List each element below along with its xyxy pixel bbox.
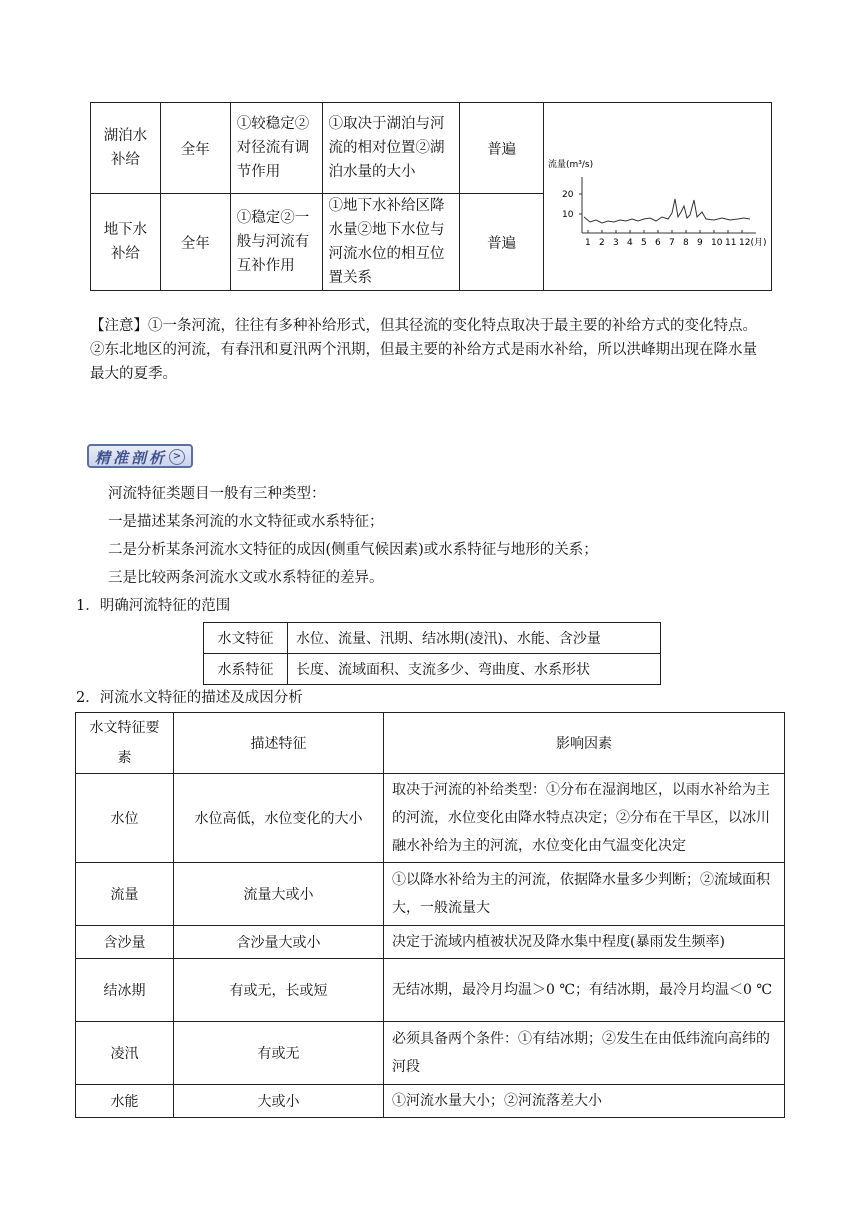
supply-type-cell: 湖泊水补给 bbox=[103, 128, 148, 168]
hydro-table bbox=[75, 712, 785, 1118]
element-cell: 结冰期 bbox=[76, 959, 174, 1022]
x-tick-label: 1 bbox=[584, 237, 591, 248]
note-line-1: 【注意】①一条河流，往往有多种补给形式，但其径流的变化特点取决于最主要的补给方式的变化特点。 bbox=[90, 318, 757, 334]
section-title-2: 2．河流水文特征的描述及成因分析 bbox=[76, 690, 303, 706]
x-tick-label: 10 bbox=[710, 237, 723, 248]
x-tick-label: 3 bbox=[612, 237, 619, 248]
x-tick-label: 11 bbox=[724, 237, 737, 248]
badge-label: 精准剖析 bbox=[95, 449, 168, 467]
table-row bbox=[76, 1085, 785, 1118]
x-tick-label: 7 bbox=[668, 237, 675, 248]
factors-cell: ①以降水补给为主的河流，依据降水量多少判断；②流域面积大，一般流量大 bbox=[384, 863, 785, 926]
factors-cell: 必须具备两个条件：①有结冰期；②发生在由低纬流向高纬的河段 bbox=[384, 1022, 785, 1085]
x-tick-label: 12(月) bbox=[738, 237, 767, 248]
element-cell: 水能 bbox=[76, 1085, 174, 1118]
intro-line-2: 一是描述某条河流的水文特征或水系特征； bbox=[108, 514, 384, 530]
y-tick-10: 10 bbox=[561, 209, 574, 220]
intro-line-3: 二是分析某条河流水文特征的成因(侧重气候因素)或水系特征与地形的关系； bbox=[108, 542, 598, 558]
supply-region-cell: 普遍 bbox=[460, 103, 544, 194]
description-cell: 有或无 bbox=[174, 1022, 384, 1085]
x-tick-label: 6 bbox=[654, 237, 661, 248]
intro-line-4: 三是比较两条河流水文或水系特征的差异。 bbox=[108, 570, 384, 586]
scope-key: 水系特征 bbox=[204, 654, 288, 685]
description-cell: 有或无，长或短 bbox=[174, 959, 384, 1022]
x-tick-label: 2 bbox=[598, 237, 605, 248]
scope-value: 长度、流域面积、支流多少、弯曲度、水系形状 bbox=[288, 654, 661, 685]
supply-region-cell: 普遍 bbox=[460, 194, 544, 291]
supply-traits-cell: ①较稳定②对径流有调节作用 bbox=[236, 116, 310, 180]
factors-cell: ①河流水量大小；②河流落差大小 bbox=[384, 1085, 785, 1118]
supply-table bbox=[90, 102, 772, 291]
arrow-circle-icon: > bbox=[169, 449, 185, 465]
header-element: 水文特征要素 bbox=[76, 713, 174, 774]
x-tick-label: 8 bbox=[682, 237, 689, 248]
header-description: 描述特征 bbox=[174, 713, 384, 774]
x-tick-label: 4 bbox=[626, 237, 633, 248]
description-cell: 水位高低，水位变化的大小 bbox=[174, 774, 384, 863]
flow-chart-cell bbox=[543, 103, 771, 291]
header-factors: 影响因素 bbox=[384, 713, 785, 774]
table-row bbox=[204, 623, 661, 654]
factors-cell: 决定于流域内植被状况及降水集中程度(暴雨发生频率) bbox=[384, 926, 785, 959]
description-cell: 大或小 bbox=[174, 1085, 384, 1118]
factors-cell: 无结冰期，最冷月均温＞0 ℃；有结冰期，最冷月均温＜0 ℃ bbox=[384, 959, 785, 1022]
analysis-badge bbox=[87, 444, 193, 468]
table-row bbox=[76, 1022, 785, 1085]
table-row bbox=[91, 103, 772, 194]
x-tick-label: 5 bbox=[640, 237, 647, 248]
y-tick-20: 20 bbox=[561, 189, 574, 200]
intro-line-1: 河流特征类题目一般有三种类型： bbox=[108, 486, 326, 502]
table-row bbox=[76, 863, 785, 926]
element-cell: 凌汛 bbox=[76, 1022, 174, 1085]
table-row bbox=[76, 926, 785, 959]
table-row bbox=[76, 774, 785, 863]
element-cell: 流量 bbox=[76, 863, 174, 926]
supply-type-cell: 地下水补给 bbox=[103, 222, 148, 262]
scope-table bbox=[203, 622, 661, 685]
table-row bbox=[76, 959, 785, 1022]
flow-chart bbox=[544, 105, 770, 285]
element-cell: 水位 bbox=[76, 774, 174, 863]
element-cell: 含沙量 bbox=[76, 926, 174, 959]
description-cell: 含沙量大或小 bbox=[174, 926, 384, 959]
table-header-row bbox=[76, 713, 785, 774]
factors-cell: 取决于河流的补给类型：①分布在湿润地区，以雨水补给为主的河流，水位变化由降水特点决定；②分布在干旱区，以冰川融水补给为主的河流，水位变化由气温变化决定 bbox=[384, 774, 785, 863]
scope-value: 水位、流量、汛期、结冰期(凌汛)、水能、含沙量 bbox=[288, 623, 661, 654]
section-title-1: 1．明确河流特征的范围 bbox=[76, 598, 231, 614]
supply-period-cell: 全年 bbox=[160, 103, 230, 194]
supply-factors-cell: ①取决于湖泊与河流的相对位置②湖泊水量的大小 bbox=[328, 116, 445, 180]
flow-line bbox=[584, 199, 750, 223]
chart-ylabel: 流量(m³/s) bbox=[547, 159, 594, 170]
table-row bbox=[204, 654, 661, 685]
supply-period-cell: 全年 bbox=[160, 194, 230, 291]
supply-factors-cell: ①地下水补给区降水量②地下水位与河流水位的相互位置关系 bbox=[328, 198, 445, 286]
note-line-3: 最大的夏季。 bbox=[90, 366, 177, 382]
description-cell: 流量大或小 bbox=[174, 863, 384, 926]
supply-traits-cell: ①稳定②一般与河流有互补作用 bbox=[236, 210, 310, 274]
x-tick-label: 9 bbox=[696, 237, 703, 248]
scope-key: 水文特征 bbox=[204, 623, 288, 654]
note-line-2: ②东北地区的河流，有春汛和夏汛两个汛期，但最主要的补给方式是雨水补给，所以洪峰期出现在降水量 bbox=[90, 342, 757, 358]
